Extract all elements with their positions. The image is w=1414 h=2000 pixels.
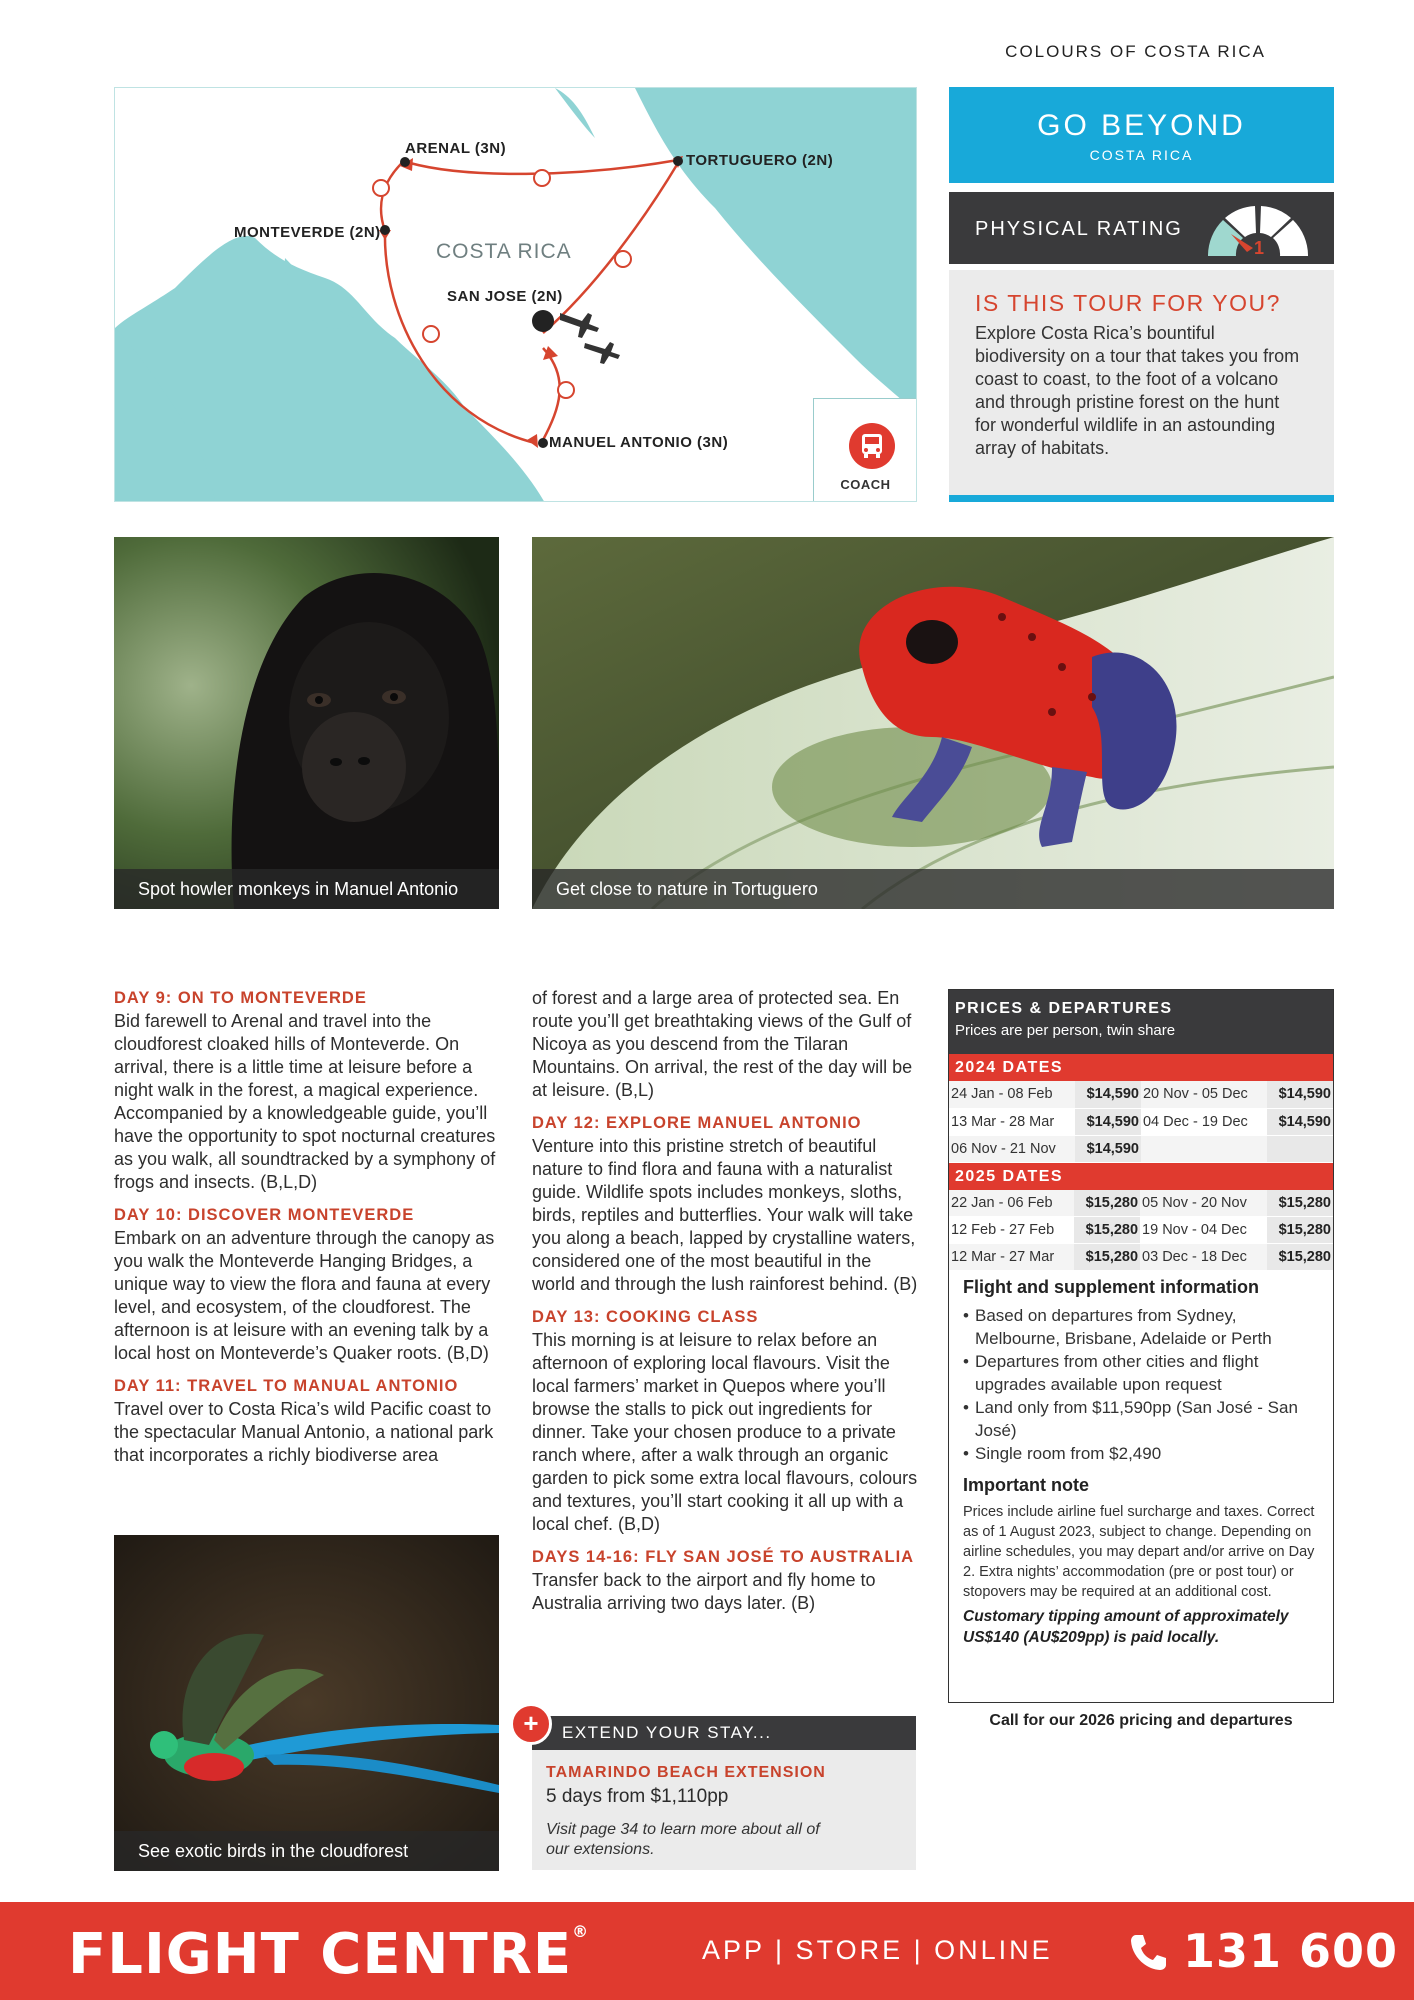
year-2024-header: 2024 DATES xyxy=(949,1054,1333,1081)
price-cell: $15,280 xyxy=(1074,1190,1140,1217)
date-cell: 03 Dec - 18 Dec xyxy=(1140,1244,1267,1271)
map-label-arenal: ARENAL (3N) xyxy=(405,140,507,157)
caption-bird: See exotic birds in the cloudforest xyxy=(114,1831,499,1871)
photo-red-frog xyxy=(532,537,1334,909)
phone-number[interactable]: 131 600 xyxy=(1183,1924,1399,1978)
table-row xyxy=(949,1135,1333,1162)
footer-bar xyxy=(0,1902,1414,2000)
map-label-tortuguero: TORTUGUERO (2N) xyxy=(686,152,834,169)
date-cell: 22 Jan - 06 Feb xyxy=(949,1190,1074,1217)
date-cell: 20 Nov - 05 Dec xyxy=(1141,1081,1267,1108)
prices-table-2024 xyxy=(949,1081,1333,1163)
list-item: • Departures from other cities and flight upgrades available upon request xyxy=(963,1350,1319,1396)
list-item: • Land only from $11,590pp (San José - San José) xyxy=(963,1396,1319,1442)
day-11-continued: of forest and a large area of protected sea. En route you’ll get breathtaking views of the Gulf of Nicoya as you descend from the Tilaran Mountains. On arrival, the rest of the day will be at leisure. (B,L) xyxy=(532,988,913,1100)
physical-rating-bar xyxy=(949,192,1334,264)
date-cell: 24 Jan - 08 Feb xyxy=(949,1081,1075,1108)
prices-header xyxy=(949,990,1333,1054)
important-note-section xyxy=(949,1465,1333,1648)
day-10-heading: DAY 10: DISCOVER MONTEVERDE xyxy=(114,1206,415,1224)
extend-stay-box xyxy=(532,1750,916,1870)
flight-list xyxy=(963,1304,1319,1465)
table-row xyxy=(949,1217,1333,1244)
tour-for-you-box xyxy=(949,270,1334,502)
registered-mark: ® xyxy=(572,1922,590,1941)
plus-icon: + xyxy=(510,1703,552,1745)
footer-channels[interactable]: APP | STORE | ONLINE xyxy=(702,1935,1053,1965)
date-cell: 05 Nov - 20 Nov xyxy=(1140,1190,1267,1217)
table-row xyxy=(949,1108,1333,1135)
photo-howler-monkey xyxy=(114,537,499,909)
day-9-body: Bid farewell to Arenal and travel into the cloudforest cloaked hills of Monteverde. On arrival, there is a little time at leisure before a night walk in the forest, a magical experience. Accompanied by a knowledgeable guide, you’ll have the opportunity to spot nocturnal creatures as you walk, all soundtracked by a symphony of frogs and insects. (B,L,D) xyxy=(114,1011,496,1192)
coach-legend-label: COACH xyxy=(840,477,891,492)
extension-note: Visit page 34 to learn more about all of our extensions. xyxy=(546,1821,820,1858)
price-cell: $15,280 xyxy=(1267,1190,1333,1217)
rating-value: 1 xyxy=(1254,238,1265,258)
bus-icon xyxy=(849,423,895,469)
day-12-body: Venture into this pristine stretch of beautiful nature to find flora and fauna with a naturalist guide. Wildlife spots includes monkeys, sloths, birds, reptiles and butterflies. Your walk will take you along a beach, lapped by crystalline waters, considered one of the most beautiful in the world and through the lush rainforest behind. (B) xyxy=(532,1136,918,1294)
day-9-heading: DAY 9: ON TO MONTEVERDE xyxy=(114,989,367,1007)
price-cell: $14,590 xyxy=(1075,1135,1141,1162)
itinerary-column-1 xyxy=(114,987,500,1477)
caption-frog: Get close to nature in Tortuguero xyxy=(532,869,1334,909)
logo-text: FLIGHT CENTRE xyxy=(68,1922,573,1987)
extension-title: TAMARINDO BEACH EXTENSION xyxy=(546,1764,826,1781)
list-item: • Single room from $2,490 xyxy=(963,1442,1319,1465)
important-note-heading: Important note xyxy=(963,1475,1089,1495)
flight-centre-logo[interactable] xyxy=(68,1922,589,1987)
day-13-heading: DAY 13: COOKING CLASS xyxy=(532,1308,759,1326)
price-cell: $15,280 xyxy=(1074,1244,1140,1271)
important-note-body: Prices include airline fuel surcharge and taxes. Correct as of 1 August 2023, subject to change. Depending on airline schedules, you may depart and/or arrive on Day 2. Extra nights’ accommodation (pre or post tour) or stopovers may be required at an additional cost. xyxy=(963,1504,1315,1600)
date-cell: 12 Feb - 27 Feb xyxy=(949,1217,1074,1244)
price-cell: $14,590 xyxy=(1075,1081,1141,1108)
list-item: • Based on departures from Sydney, Melbourne, Brisbane, Adelaide or Perth xyxy=(963,1304,1319,1350)
extension-price: 5 days from $1,110pp xyxy=(546,1786,729,1807)
day-13-body: This morning is at leisure to relax before an afternoon of exploring local flavours. Visit the local farmers’ market in Quepos where you’ll browse the stalls to pick out ingredients for dinner. Take your chosen produce to a private ranch where, after a walk through an organic garden to pick some extra local flavours, colours and textures, you’ll start cooking it all up with a local chef. (B,D) xyxy=(532,1330,918,1534)
call-for-pricing: Call for our 2026 pricing and departures xyxy=(989,1712,1293,1729)
map-label-san-jose: SAN JOSE (2N) xyxy=(447,288,563,305)
map-label-monteverde: MONTEVERDE (2N) xyxy=(234,224,381,241)
prices-subheading: Prices are per person, twin share xyxy=(955,1022,1176,1039)
day-14-16-heading: DAYS 14-16: FLY SAN JOSÉ TO AUSTRALIA xyxy=(532,1548,915,1566)
date-cell: 12 Mar - 27 Mar xyxy=(949,1244,1074,1271)
price-cell: $14,590 xyxy=(1075,1108,1141,1135)
map-legend xyxy=(813,398,917,502)
price-cell: $14,590 xyxy=(1267,1081,1333,1108)
day-11-heading: DAY 11: TRAVEL TO MANUAL ANTONIO xyxy=(114,1377,459,1395)
date-cell: 06 Nov - 21 Nov xyxy=(949,1135,1075,1162)
table-row xyxy=(949,1190,1333,1217)
price-cell: $15,280 xyxy=(1074,1217,1140,1244)
table-row xyxy=(949,1081,1333,1108)
route-map xyxy=(114,87,917,502)
day-12-heading: DAY 12: EXPLORE MANUEL ANTONIO xyxy=(532,1114,862,1132)
day-11-body: Travel over to Costa Rica’s wild Pacific coast to the spectacular Manual Antonio, a national park that incorporates a richly biodiverse area xyxy=(114,1399,494,1465)
map-country-label: COSTA RICA xyxy=(436,240,572,263)
extend-stay-header: EXTEND YOUR STAY... xyxy=(532,1716,916,1750)
day-10-body: Embark on an adventure through the canopy as you walk the Monteverde Hanging Bridges, a unique way to view the flora and fauna at every level, and ecosystem, of the cloudforest. The afternoon is at leisure with an evening talk by a local host on Monteverde’s Quaker roots. (B,D) xyxy=(114,1228,495,1363)
price-cell: $15,280 xyxy=(1267,1217,1333,1244)
rating-gauge-icon xyxy=(1203,200,1313,258)
tour-for-you-body: Explore Costa Rica’s bountiful biodiversity on a tour that takes you from coast to coast, to the foot of a volcano and through pristine forest on the hunt for wonderful wildlife in an astounding array of habitats. xyxy=(975,323,1300,458)
tipping-note: Customary tipping amount of approximately US$140 (AU$209pp) is paid locally. xyxy=(963,1608,1289,1646)
date-cell: 19 Nov - 04 Dec xyxy=(1140,1217,1267,1244)
caption-monkey: Spot howler monkeys in Manuel Antonio xyxy=(114,869,499,909)
flight-heading: Flight and supplement information xyxy=(963,1277,1259,1297)
date-cell xyxy=(1141,1135,1267,1162)
date-cell: 13 Mar - 28 Mar xyxy=(949,1108,1075,1135)
go-beyond-title: GO BEYOND xyxy=(1037,109,1246,142)
photo-quetzal-bird xyxy=(114,1535,499,1871)
table-row xyxy=(949,1244,1333,1271)
price-cell: $14,590 xyxy=(1267,1108,1333,1135)
price-cell xyxy=(1267,1135,1333,1162)
itinerary-column-2 xyxy=(532,987,918,1625)
date-cell: 04 Dec - 19 Dec xyxy=(1141,1108,1267,1135)
price-cell: $15,280 xyxy=(1267,1244,1333,1271)
prices-heading: PRICES & DEPARTURES xyxy=(955,1000,1173,1017)
prices-departures-box xyxy=(948,989,1334,1703)
peninsula-coast xyxy=(115,328,215,502)
flight-supplement-section xyxy=(949,1271,1333,1465)
go-beyond-banner xyxy=(949,87,1334,183)
tour-for-you-heading: IS THIS TOUR FOR YOU? xyxy=(975,290,1281,316)
day-14-16-body: Transfer back to the airport and fly home to Australia arriving two days later. (B) xyxy=(532,1570,876,1613)
phone-icon xyxy=(1128,1932,1168,1972)
go-beyond-subtitle: COSTA RICA xyxy=(1089,147,1194,163)
page-header-title: COLOURS OF COSTA RICA xyxy=(1005,42,1266,61)
year-2025-header: 2025 DATES xyxy=(949,1163,1333,1190)
prices-table-2025 xyxy=(949,1190,1333,1272)
physical-rating-label: PHYSICAL RATING xyxy=(975,218,1183,240)
map-label-manuel-antonio: MANUEL ANTONIO (3N) xyxy=(549,434,729,451)
